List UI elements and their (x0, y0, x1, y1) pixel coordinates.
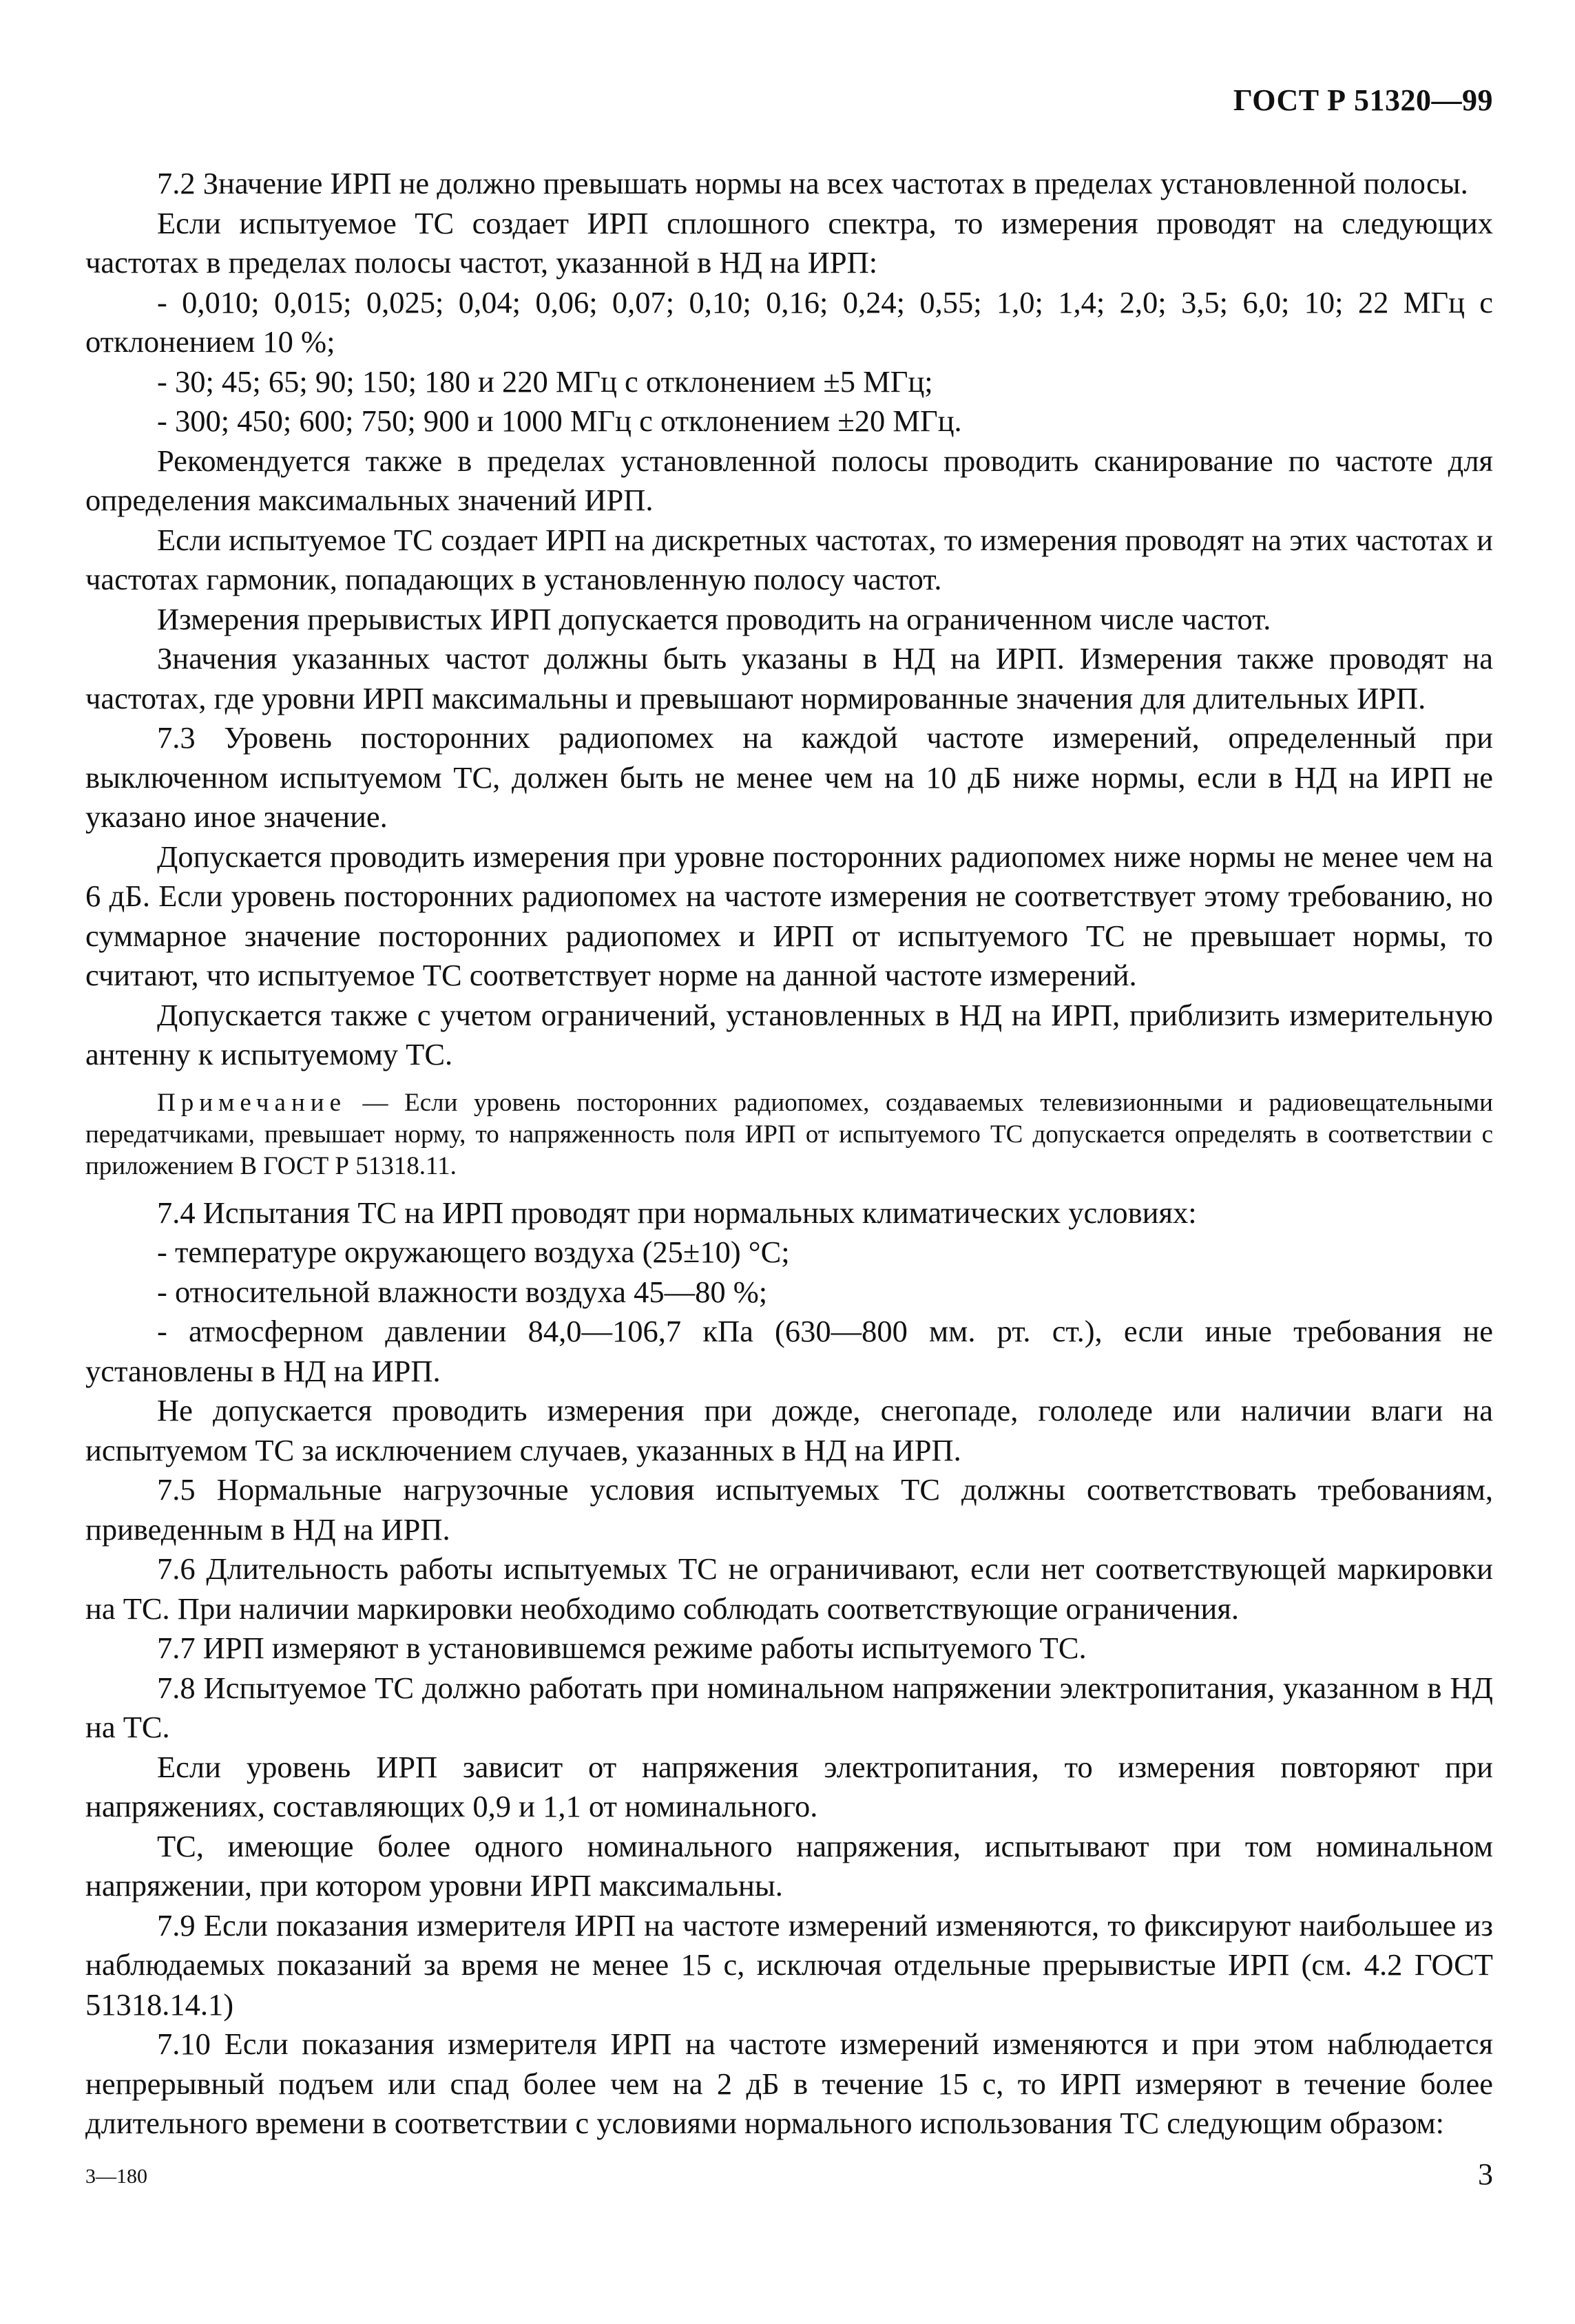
paragraph: Рекомендуется также в пределах установленной полосы проводить сканирование по частоте для определения максимальных значений ИРП. (85, 443, 1493, 517)
paragraph: 7.3 Уровень посторонних радиопомех на каждой частоте измерений, определенный при выключенном испытуемом ТС, должен быть не менее чем на 10 дБ ниже нормы, если в НД на ИРП не указано иное значение. (85, 720, 1493, 834)
paragraph: Если испытуемое ТС создает ИРП на дискретных частотах, то измерения проводят на этих частотах и частотах гармоник, попадающих в установленную полосу частот. (85, 522, 1493, 596)
list-item: - 300; 450; 600; 750; 900 и 1000 МГц с отклонением ±20 МГц. (157, 404, 962, 438)
paragraph: 7.9 Если показания измерителя ИРП на частоте измерений изменяются, то фиксируют наибольшее из наблюдаемых показаний за время не менее 15 с, исключая отдельные прерывистые ИРП (см. 4.2 ГОСТ 51318.14.1) (85, 1907, 1493, 2022)
page-number: 3 (1478, 2157, 1493, 2191)
list-item: - атмосферном давлении 84,0—106,7 кПа (630—800 мм. рт. ст.), если иные требования не установлены в НД на ИРП. (85, 1314, 1493, 1388)
paragraph: 7.5 Нормальные нагрузочные условия испытуемых ТС должны соответствовать требованиям, приведенным в НД на ИРП. (85, 1472, 1493, 1547)
document-header-code: ГОСТ Р 51320—99 (1233, 83, 1493, 117)
note-label: Примечание (157, 1088, 346, 1117)
list-item: - 30; 45; 65; 90; 150; 180 и 220 МГц с отклонением ±5 МГц; (157, 364, 933, 399)
paragraph: 7.2 Значение ИРП не должно превышать нормы на всех частотах в пределах установленной полосы. (157, 166, 1468, 200)
paragraph: 7.6 Длительность работы испытуемых ТС не ограничивают, если нет соответствующей маркировки на ТС. При наличии маркировки необходимо соблюдать соответствующие ограничения. (85, 1551, 1493, 1626)
paragraph: Допускается проводить измерения при уровне посторонних радиопомех ниже нормы не менее чем на 6 дБ. Если уровень посторонних радиопомех на частоте измерения не соответствует этому требованию, но суммарное значение посторонних радиопомех и ИРП от испытуемого ТС не превышает нормы, то считают, что испытуемое ТС соответствует норме на данной частоте измерений. (85, 839, 1493, 992)
paragraph: Если испытуемое ТС создает ИРП сплошного спектра, то измерения проводят на следующих частотах в пределах полосы частот, указанной в НД на ИРП: (85, 205, 1493, 280)
paragraph: Значения указанных частот должны быть указаны в НД на ИРП. Измерения также проводят на частотах, где уровни ИРП максимальны и превышают нормированные значения для длительных ИРП. (85, 641, 1493, 715)
print-code: 3—180 (85, 2165, 147, 2188)
list-item: - относительной влажности воздуха 45—80 %; (157, 1274, 768, 1309)
note (85, 1087, 1493, 1182)
paragraph: 7.10 Если показания измерителя ИРП на частоте измерений изменяются и при этом наблюдается непрерывный подъем или спад более чем на 2 дБ в течение 15 с, то ИРП измеряют в течение более длительного времени в соответствии с условиями нормального использования ТС следующим образом: (85, 2027, 1493, 2140)
note-text: — Если уровень посторонних радиопомех, создаваемых телевизионными и радиовещательными передатчиками, превышает норму, то напряженность поля ИРП от испытуемого ТС допускается определять в соответствии с приложением В ГОСТ Р 51318.11. (85, 1088, 1493, 1180)
paragraph: 7.4 Испытания ТС на ИРП проводят при нормальных климатических условиях: (157, 1195, 1197, 1230)
paragraph: Измерения прерывистых ИРП допускается проводить на ограниченном числе частот. (157, 601, 1271, 636)
list-item: - температуре окружающего воздуха (25±10) °С; (157, 1235, 790, 1269)
paragraph: 7.7 ИРП измеряют в установившемся режиме работы испытуемого ТС. (157, 1631, 1087, 1665)
document-body (85, 164, 1493, 2144)
paragraph: Если уровень ИРП зависит от напряжения электропитания, то измерения повторяют при напряжениях, составляющих 0,9 и 1,1 от номинального. (85, 1749, 1493, 1823)
paragraph: Допускается также с учетом ограничений, установленных в НД на ИРП, приблизить измерительную антенну к испытуемому ТС. (85, 997, 1493, 1071)
list-item: - 0,010; 0,015; 0,025; 0,04; 0,06; 0,07; 0,10; 0,16; 0,24; 0,55; 1,0; 1,4; 2,0; 3,5; 6,0; 10; 22 МГц с отклонением 10 %; (85, 284, 1493, 359)
paragraph: 7.8 Испытуемое ТС должно работать при номинальном напряжении электропитания, указанном в НД на ТС. (85, 1670, 1493, 1744)
paragraph: ТС, имеющие более одного номинального напряжения, испытывают при том номинальном напряжении, при котором уровни ИРП максимальны. (85, 1828, 1493, 1903)
paragraph: Не допускается проводить измерения при дожде, снегопаде, гололеде или наличии влаги на испытуемом ТС за исключением случаев, указанных в НД на ИРП. (85, 1393, 1493, 1467)
